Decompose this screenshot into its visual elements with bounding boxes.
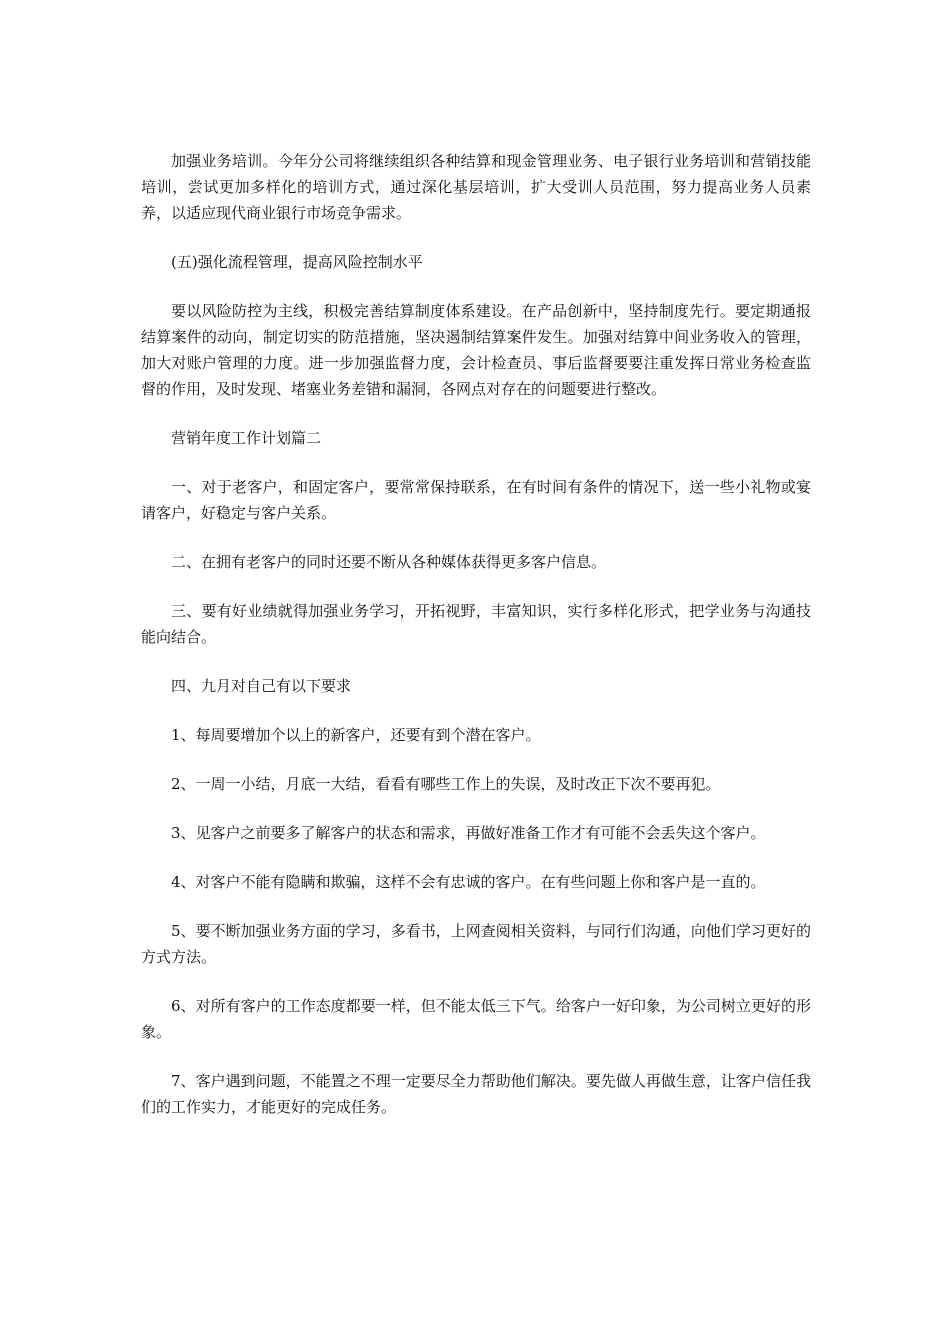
list-item-requirement-3: 3、见客户之前要多了解客户的状态和需求，再做好准备工作才有可能不会丢失这个客户。 (171, 824, 766, 842)
list-item-requirement-5: 5、要不断加强业务方面的学习，多看书，上网查阅相关资料，与同行们沟通，向他们学习更好的方式方法。 (141, 922, 811, 966)
section-heading-plan-two: 营销年度工作计划篇二 (171, 429, 322, 447)
paragraph-risk-control: 要以风险防控为主线，积极完善结算制度体系建设。在产品创新中，坚持制度先行。要定期通报结算案件的动向，制定切实的防范措施，坚决遏制结算案件发生。加强对结算中间业务收入的管理，加大对账户管理的力度。进一步加强监督力度，会计检查员、事后监督要要注重发挥日常业务检查监督的作用，及时发现、堵塞业务差错和漏洞，各网点对存在的问题要进行整改。 (141, 302, 811, 398)
paragraph-item-4: 四、九月对自己有以下要求 (171, 677, 352, 695)
list-item-requirement-1: 1、每周要增加个以上的新客户，还要有到个潜在客户。 (171, 726, 541, 744)
document-body (141, 148, 811, 1143)
paragraph-item-2: 二、在拥有老客户的同时还要不断从各种媒体获得更多客户信息。 (171, 553, 607, 571)
section-heading-process-management: (五)强化流程管理，提高风险控制水平 (171, 253, 423, 271)
paragraph-item-3: 三、要有好业绩就得加强业务学习，开拓视野，丰富知识，实行多样化形式，把学业务与沟通技能向结合。 (141, 602, 811, 646)
paragraph-training: 加强业务培训。今年分公司将继续组织各种结算和现金管理业务、电子银行业务培训和营销技能培训，尝试更加多样化的培训方式，通过深化基层培训，扩大受训人员范围，努力提高业务人员素养，以适应现代商业银行市场竞争需求。 (141, 152, 811, 222)
paragraph-item-1: 一、对于老客户，和固定客户，要常常保持联系，在有时间有条件的情况下，送一些小礼物或宴请客户，好稳定与客户关系。 (141, 478, 811, 522)
list-item-requirement-7: 7、客户遇到问题，不能置之不理一定要尽全力帮助他们解决。要先做人再做生意，让客户信任我们的工作实力，才能更好的完成任务。 (141, 1072, 811, 1116)
list-item-requirement-2: 2、一周一小结，月底一大结，看看有哪些工作上的失误，及时改正下次不要再犯。 (171, 775, 721, 793)
list-item-requirement-6: 6、对所有客户的工作态度都要一样，但不能太低三下气。给客户一好印象，为公司树立更好的形象。 (141, 997, 811, 1041)
list-item-requirement-4: 4、对客户不能有隐瞒和欺骗，这样不会有忠诚的客户。在有些问题上你和客户是一直的。 (171, 873, 766, 891)
